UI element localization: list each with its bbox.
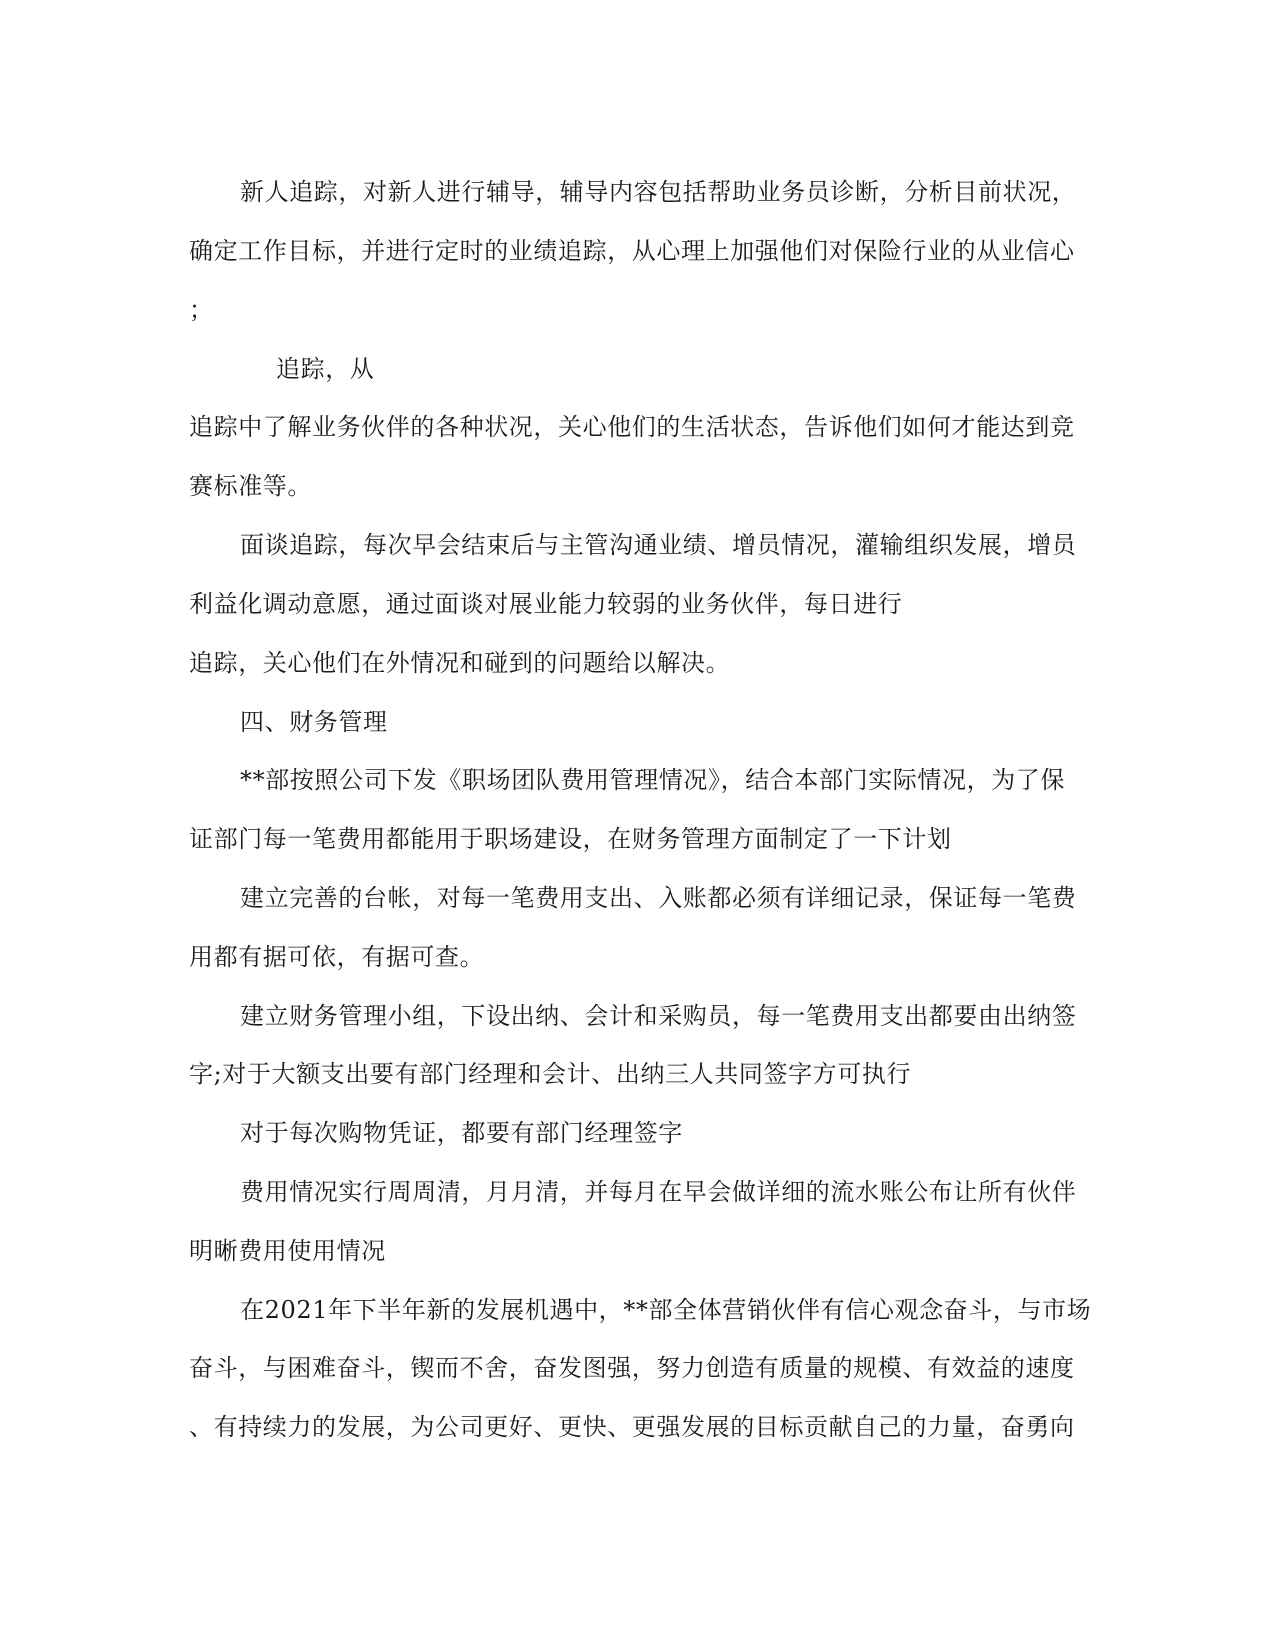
text-line: 明晰费用使用情况 [189, 1237, 386, 1265]
text-line: 利益化调动意愿，通过面谈对展业能力较弱的业务伙伴，每日进行 [189, 590, 903, 618]
text-line: 在2021年下半年新的发展机遇中，**部全体营销伙伴有信心观念奋斗，与市场 [240, 1296, 1092, 1324]
text-line: 追踪，关心他们在外情况和碰到的问题给以解决。 [189, 649, 731, 677]
text-line: 费用情况实行周周清，月月清，并每月在早会做详细的流水账公布让所有伙伴 [240, 1178, 1077, 1206]
text-line: 面谈追踪，每次早会结束后与主管沟通业绩、增员情况，灌输组织发展，增员 [240, 531, 1077, 559]
text-line: **部按照公司下发《职场团队费用管理情况》，结合本部门实际情况，为了保 [240, 766, 1065, 794]
text-line: 追踪，从 [276, 355, 375, 383]
text-line: 建立财务管理小组，下设出纳、会计和采购员，每一笔费用支出都要由出纳签 [240, 1002, 1077, 1030]
text-line: ； [189, 296, 214, 324]
text-line: 确定工作目标，并进行定时的业绩追踪，从心理上加强他们对保险行业的从业信心 [189, 237, 1075, 265]
text-line: 字;对于大额支出要有部门经理和会计、出纳三人共同签字方可执行 [189, 1060, 912, 1088]
text-line: 奋斗，与困难奋斗，锲而不舍，奋发图强，努力创造有质量的规模、有效益的速度 [189, 1354, 1075, 1382]
text-line: 新人追踪，对新人进行辅导，辅导内容包括帮助业务员诊断，分析目前状况， [240, 178, 1077, 206]
text-line: 用都有据可依，有据可查。 [189, 943, 485, 971]
text-line: 证部门每一笔费用都能用于职场建设，在财务管理方面制定了一下计划 [189, 825, 952, 853]
section-heading: 四、财务管理 [240, 708, 388, 736]
text-line: 赛标准等。 [189, 472, 312, 500]
text-line: 、有持续力的发展，为公司更好、更快、更强发展的目标贡献自己的力量，奋勇向 [189, 1413, 1075, 1441]
text-line: 追踪中了解业务伙伴的各种状况，关心他们的生活状态，告诉他们如何才能达到竞 [189, 413, 1075, 441]
text-line: 对于每次购物凭证，都要有部门经理签字 [240, 1119, 683, 1147]
text-line: 建立完善的台帐，对每一笔费用支出、入账都必须有详细记录，保证每一笔费 [240, 884, 1077, 912]
